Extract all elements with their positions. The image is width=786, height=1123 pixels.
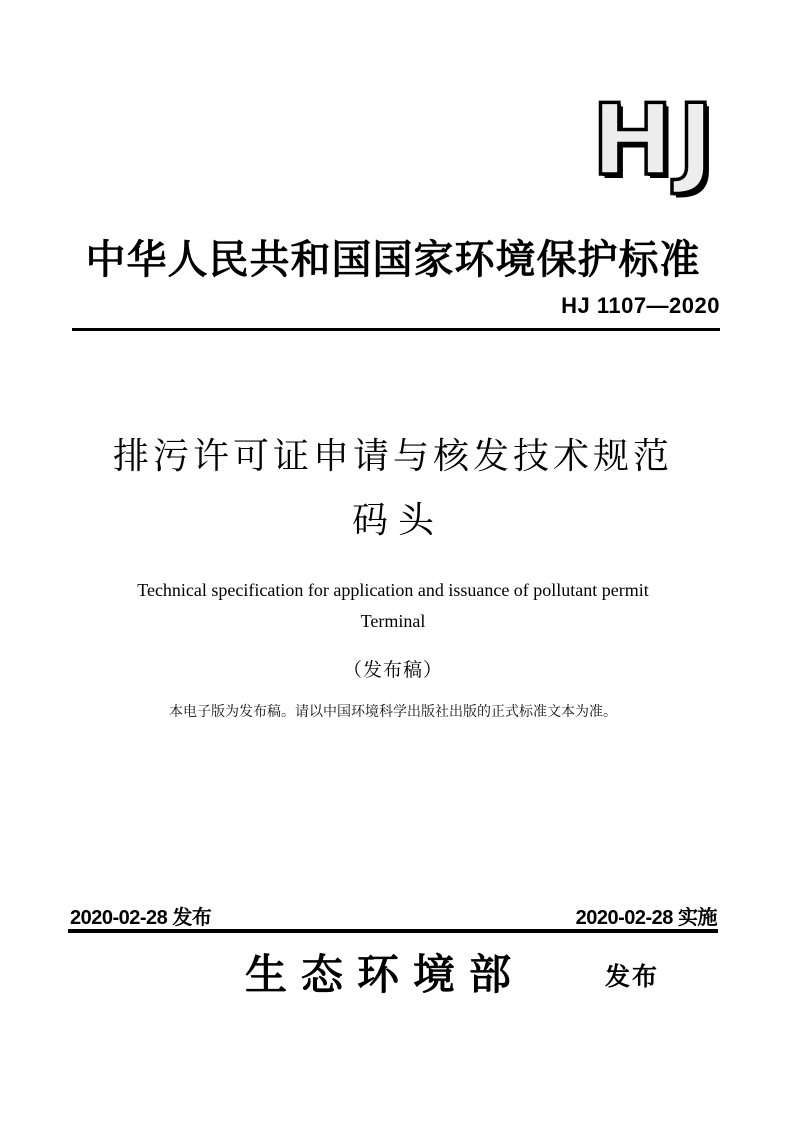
publisher-name: 生态环境部 [245, 951, 526, 998]
document-title-en-line2: Terminal [360, 611, 426, 631]
standard-category-title: 中华人民共和国国家环境保护标准 [85, 238, 701, 282]
header-divider [72, 328, 720, 331]
publish-action-label: 发布 [605, 963, 660, 991]
electronic-edition-note: 本电子版为发布稿。请以中国环境科学出版社出版的正式标准文本为准。 [169, 705, 617, 720]
issue-date: 2020-02-28 发布 [70, 907, 212, 929]
standard-number: HJ 1107—2020 [561, 293, 720, 318]
footer-divider [68, 929, 718, 933]
hj-logo: HJ [591, 84, 718, 198]
document-title-en-line1: Technical specification for application and issuance of pollutant permit [137, 580, 649, 600]
draft-status-label: （发布稿） [342, 660, 443, 681]
document-title-cn-line2: 码头 [351, 500, 444, 540]
implementation-date: 2020-02-28 实施 [575, 907, 717, 929]
document-title-cn-line1: 排污许可证申请与核发技术规范 [112, 436, 673, 476]
